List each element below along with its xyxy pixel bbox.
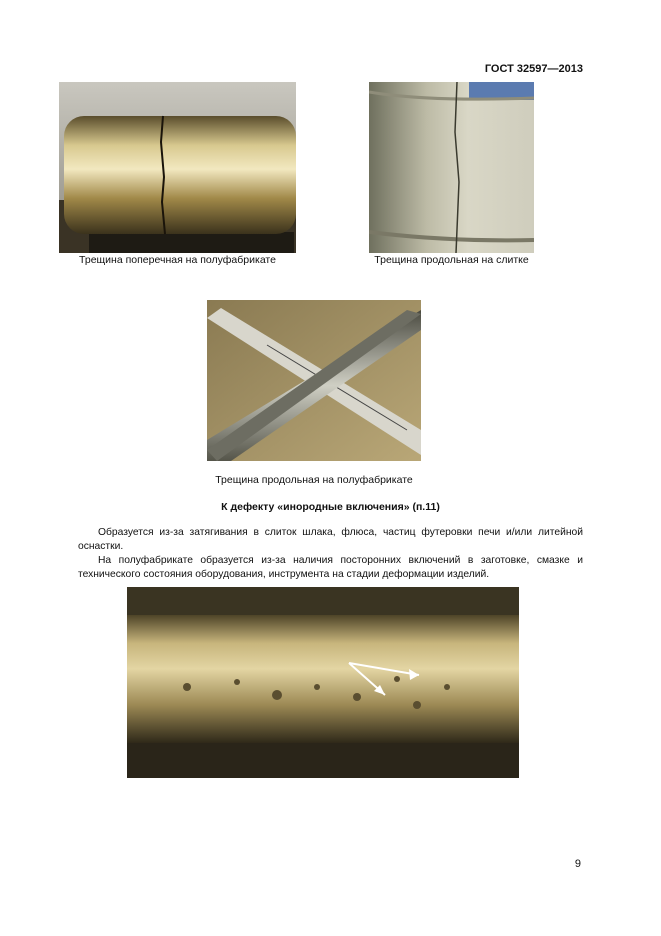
foreign-inclusions-photo bbox=[127, 587, 519, 778]
longitudinal-crack-semi-finished-photo bbox=[207, 300, 421, 461]
section-text bbox=[78, 526, 583, 582]
figure-caption: Трещина поперечная на полуфабрикате bbox=[79, 254, 276, 266]
longitudinal-crack-ingot-photo bbox=[369, 82, 534, 253]
figure-caption: Трещина продольная на полуфабрикате bbox=[215, 474, 413, 486]
transverse-crack-photo bbox=[59, 82, 296, 253]
paragraph: На полуфабрикате образуется из-за наличия посторонних включений в заготовке, смазке и технического состояния оборудования, инструмента на стадии деформации изделий. bbox=[78, 555, 583, 580]
section-heading: К дефекту «инородные включения» (п.11) bbox=[221, 501, 440, 513]
page-number: 9 bbox=[574, 858, 581, 870]
document-code: ГОСТ 32597—2013 bbox=[484, 63, 583, 75]
figure-caption: Трещина продольная на слитке bbox=[374, 254, 529, 266]
paragraph: Образуется из-за затягивания в слиток шлака, флюса, частиц футеровки печи и/или литейной оснастки. bbox=[78, 527, 583, 552]
